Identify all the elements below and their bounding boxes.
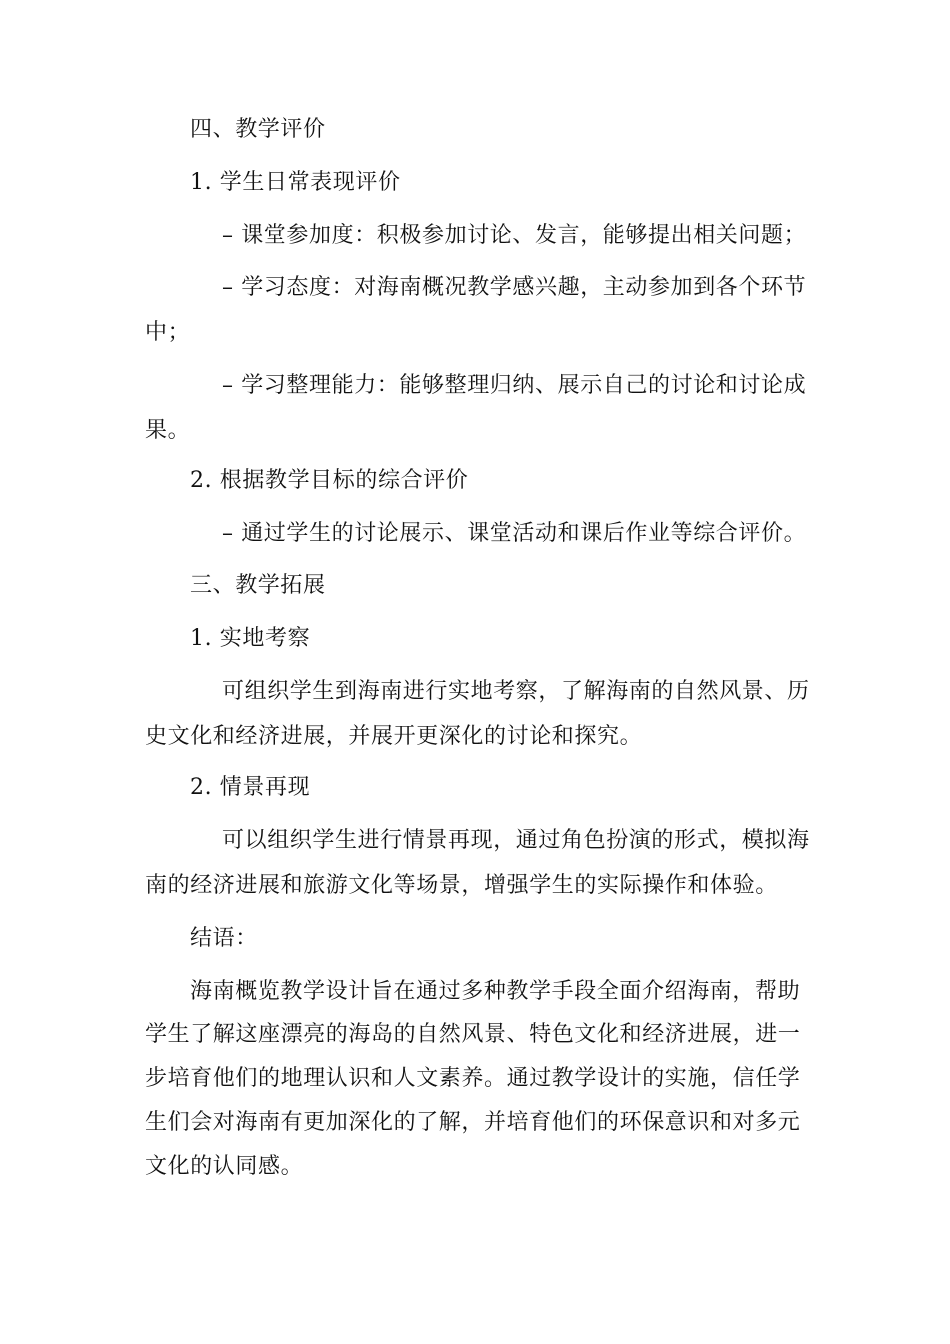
conclusion-heading: 结语： xyxy=(190,926,258,951)
section-heading-extension: 三、教学拓展 xyxy=(190,573,326,598)
conclusion-line-5: 文化的认同感。 xyxy=(145,1154,304,1179)
item-title-daily-performance: 1. 学生日常表现评价 xyxy=(190,170,401,195)
paragraph-field-trip-line-1: 可组织学生到海南进行实地考察，了解海南的自然风景、历 xyxy=(222,679,810,704)
conclusion-line-1: 海南概览教学设计旨在通过多种教学手段全面介绍海南，帮助 xyxy=(190,979,801,1004)
point-learning-attitude-cont: 中； xyxy=(145,320,191,345)
point-learning-attitude: – 学习态度：对海南概况教学感兴趣，主动参加到各个环节 xyxy=(222,275,807,300)
point-comprehensive-evaluation: – 通过学生的讨论展示、课堂活动和课后作业等综合评价。 xyxy=(222,521,807,546)
item-title-field-trip: 1. 实地考察 xyxy=(190,626,311,651)
conclusion-line-2: 学生了解这座漂亮的海岛的自然风景、特色文化和经济进展，进一 xyxy=(145,1022,801,1047)
paragraph-scenario-line-2: 南的经济进展和旅游文化等场景，增强学生的实际操作和体验。 xyxy=(145,873,778,898)
conclusion-line-3: 步培育他们的地理认识和人文素养。通过教学设计的实施，信任学 xyxy=(145,1066,801,1091)
paragraph-field-trip-line-2: 史文化和经济进展，并展开更深化的讨论和探究。 xyxy=(145,724,643,749)
conclusion-line-4: 生们会对海南有更加深化的了解，并培育他们的环保意识和对多元 xyxy=(145,1110,801,1135)
item-title-scenario: 2. 情景再现 xyxy=(190,775,311,800)
point-organizing-ability-cont: 果。 xyxy=(145,418,191,443)
point-organizing-ability: – 学习整理能力：能够整理归纳、展示自己的讨论和讨论成 xyxy=(222,373,807,398)
paragraph-scenario-line-1: 可以组织学生进行情景再现，通过角色扮演的形式，模拟海 xyxy=(222,828,810,853)
item-title-goal-evaluation: 2. 根据教学目标的综合评价 xyxy=(190,468,469,493)
section-heading-evaluation: 四、教学评价 xyxy=(190,117,326,142)
point-class-participation: – 课堂参加度：积极参加讨论、发言，能够提出相关问题； xyxy=(222,223,807,248)
